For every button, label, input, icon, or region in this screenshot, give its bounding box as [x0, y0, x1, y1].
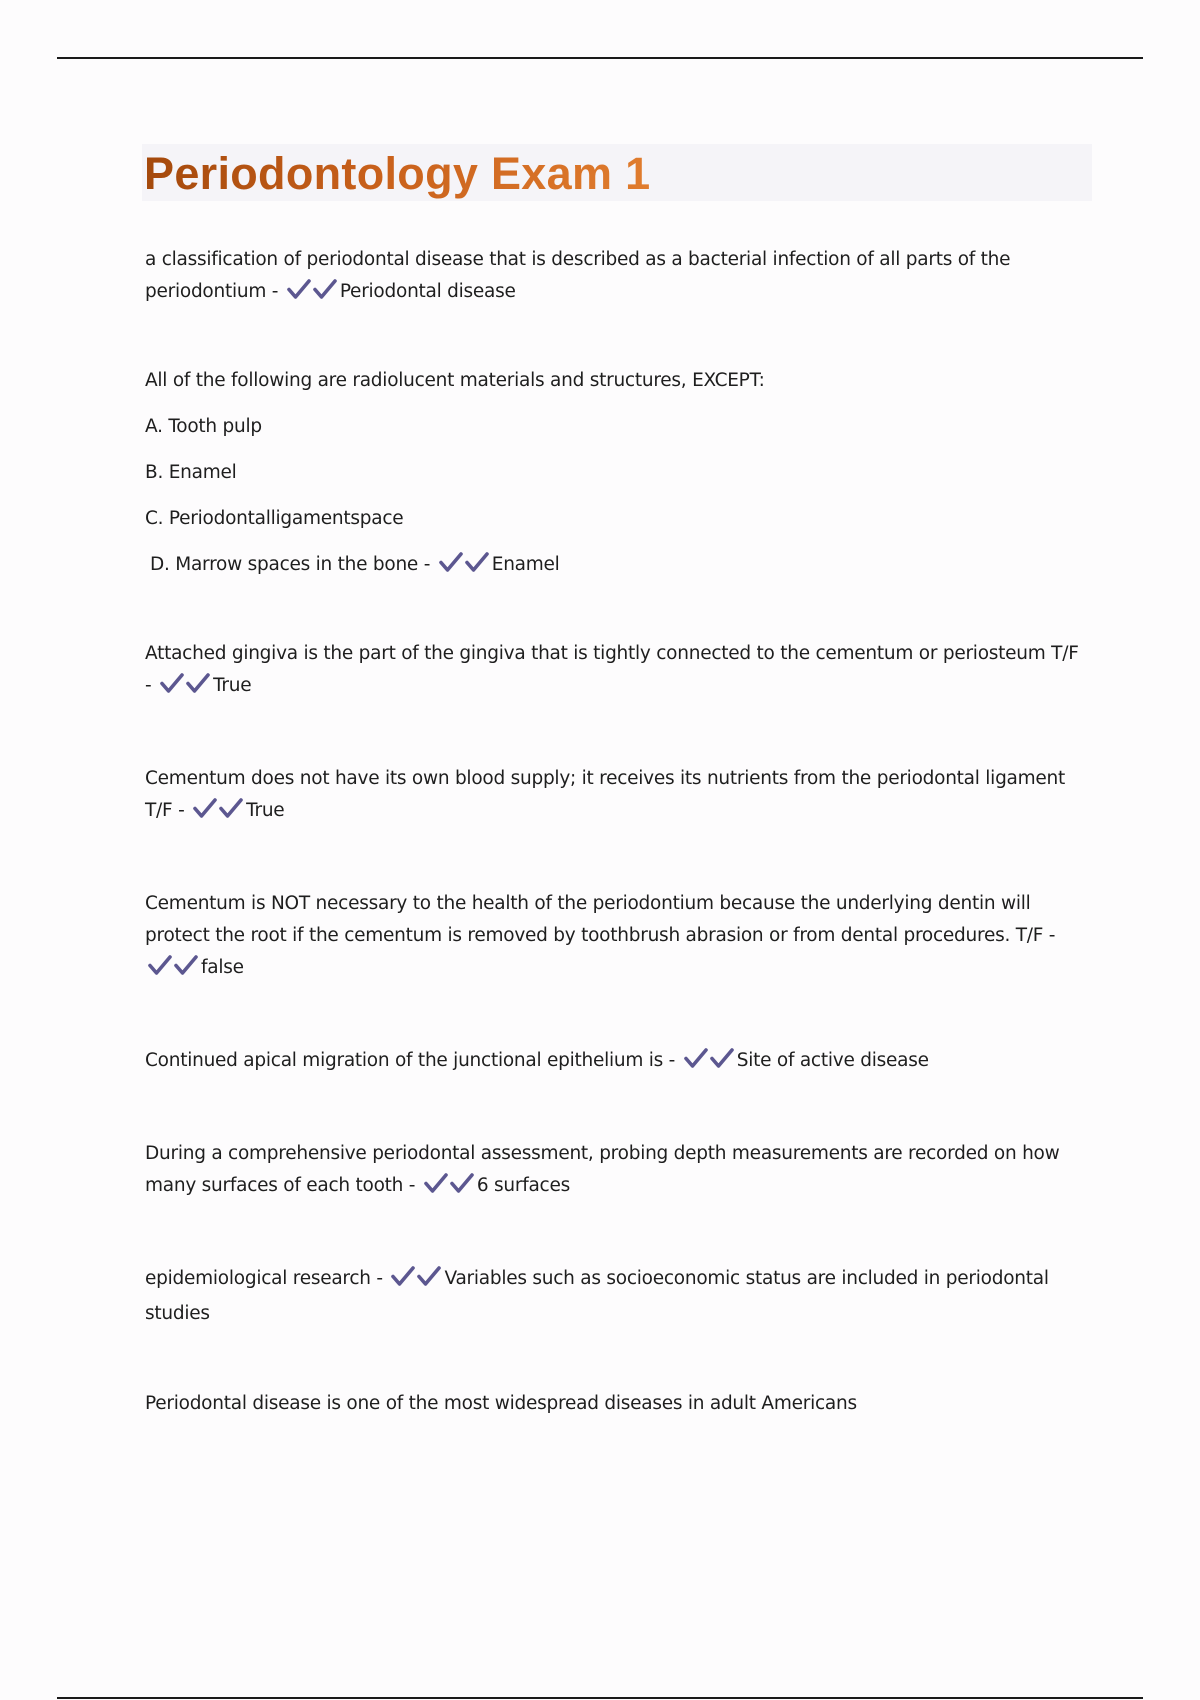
check-mark-icon — [683, 1047, 709, 1069]
check-marks — [423, 1172, 475, 1205]
separator: - — [172, 800, 191, 821]
question-text: Periodontal disease is one of the most widespread diseases in adult Americans — [145, 1393, 857, 1414]
answer-option: A. Tooth pulp — [145, 416, 262, 437]
qa-item — [145, 1138, 1085, 1205]
qa-item — [145, 763, 1085, 830]
question-text: All of the following are radiolucent materials and structures, EXCEPT: — [145, 370, 765, 391]
question-text: Cementum is NOT necessary to the health of the periodontium because the underlying dentin will protect the root if the cementum is removed by toothbrush abrasion or from dental procedures. T/F — [145, 893, 1044, 946]
page-title: Periodontology Exam 1 — [144, 144, 650, 204]
check-marks — [683, 1047, 735, 1080]
check-marks — [438, 551, 490, 584]
check-marks — [286, 278, 338, 311]
bottom-rule — [57, 1697, 1143, 1699]
top-rule — [57, 57, 1143, 59]
answer-option: B. Enamel — [145, 462, 237, 483]
question-text: a classification of periodontal disease that is described as a bacterial infection of all parts of the periodontium — [145, 249, 1011, 302]
separator: - — [145, 675, 158, 696]
check-mark-icon — [192, 797, 218, 819]
check-mark-icon — [312, 278, 338, 300]
check-mark-icon — [464, 551, 490, 573]
check-marks — [159, 672, 211, 705]
question-text: Attached gingiva is the part of the gingiva that is tightly connected to the cementum or periosteum T/F — [145, 643, 1079, 664]
check-mark-icon — [438, 551, 464, 573]
qa-item — [145, 1263, 1085, 1330]
separator: - — [418, 554, 436, 575]
answer-text: 6 surfaces — [476, 1175, 570, 1196]
check-mark-icon — [147, 954, 173, 976]
check-marks — [390, 1265, 442, 1298]
answer-text: True — [213, 675, 252, 696]
answer-text: Periodontal disease — [339, 281, 516, 302]
check-mark-icon — [449, 1172, 475, 1194]
check-mark-icon — [423, 1172, 449, 1194]
answer-option: C. Periodontalligamentspace — [145, 508, 404, 529]
qa-item — [145, 1388, 1085, 1420]
check-mark-icon — [159, 672, 185, 694]
answer-text: Variables such as socioeconomic status are included in periodontal studies — [145, 1268, 1049, 1324]
question-text: During a comprehensive periodontal assessment, probing depth measurements are recorded on how many surfaces of each tooth — [145, 1143, 1060, 1196]
question-text: epidemiological research — [145, 1268, 371, 1289]
qa-item — [145, 1045, 1085, 1080]
answer-option-row — [145, 549, 1085, 584]
answer-option: D. Marrow spaces in the bone — [150, 554, 419, 575]
check-mark-icon — [390, 1265, 416, 1287]
check-mark-icon — [185, 672, 211, 694]
answer-text: false — [201, 957, 244, 978]
qa-list — [145, 244, 1085, 1420]
check-mark-icon — [173, 954, 199, 976]
qa-item — [145, 244, 1085, 311]
check-marks — [192, 797, 244, 830]
qa-item — [145, 888, 1085, 987]
separator: - — [1043, 925, 1056, 946]
answer-text: Site of active disease — [736, 1050, 929, 1071]
separator: - — [403, 1175, 421, 1196]
separator: - — [370, 1268, 389, 1289]
qa-item — [145, 365, 1085, 584]
check-mark-icon — [709, 1047, 735, 1069]
separator: - — [663, 1050, 681, 1071]
answer-text: Enamel — [491, 554, 560, 575]
question-text: Continued apical migration of the junctional epithelium is — [145, 1050, 664, 1071]
check-mark-icon — [286, 278, 312, 300]
separator: - — [266, 281, 284, 302]
check-mark-icon — [416, 1265, 442, 1287]
question-text: Cementum does not have its own blood supply; it receives its nutrients from the periodontal ligament T/F — [145, 768, 1066, 821]
check-marks — [147, 954, 199, 987]
answer-text: True — [246, 800, 285, 821]
check-mark-icon — [218, 797, 244, 819]
qa-item — [145, 638, 1085, 705]
